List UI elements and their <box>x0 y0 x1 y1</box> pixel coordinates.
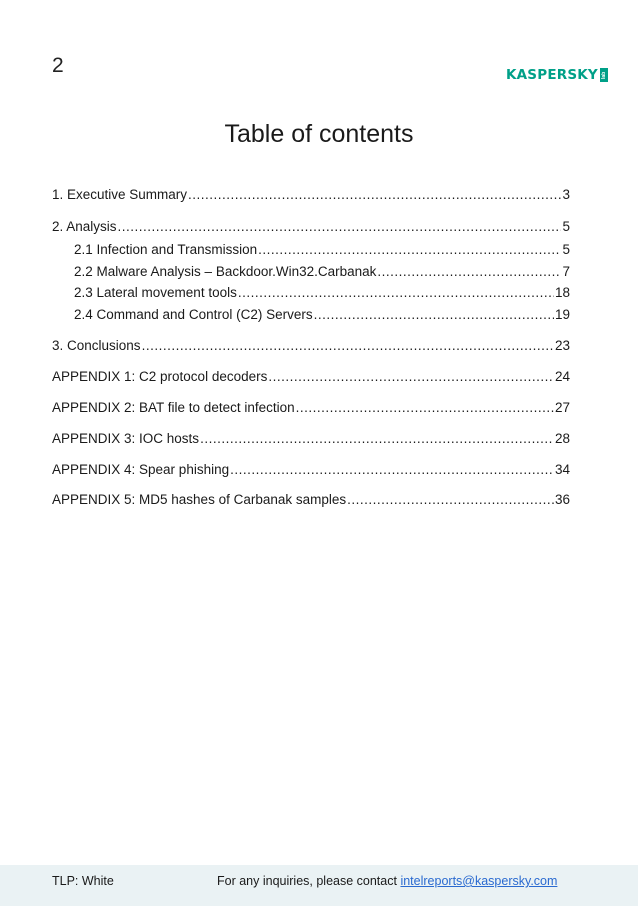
toc-entry-appendix-2[interactable] <box>52 399 570 417</box>
logo-lab-tag: lab <box>600 68 608 82</box>
toc-entry-page: 19 <box>554 307 570 322</box>
toc-entry-label: 2.4 Command and Control (C2) Servers <box>74 307 313 322</box>
toc-entry-label: APPENDIX 4: Spear phishing <box>52 462 230 477</box>
toc-entry-c2-servers[interactable] <box>74 306 570 324</box>
page-number: 2 <box>52 54 64 77</box>
toc-entry-page: 24 <box>554 369 570 384</box>
toc-leader-dots <box>258 241 561 259</box>
toc-entry-page: 3 <box>562 187 570 202</box>
toc-entry-appendix-4[interactable] <box>52 461 570 479</box>
toc-entry-label: 2.2 Malware Analysis – Backdoor.Win32.Carbanak <box>74 264 377 279</box>
toc-leader-dots <box>118 218 562 236</box>
tlp-label: TLP: White <box>52 874 114 888</box>
toc-leader-dots <box>142 337 554 355</box>
toc-entry-page: 27 <box>554 400 570 415</box>
toc-entry-label: 3. Conclusions <box>52 338 141 353</box>
toc-entry-page: 5 <box>562 219 570 234</box>
toc-title: Table of contents <box>224 120 414 148</box>
page-footer <box>0 865 638 906</box>
toc-entry-label: APPENDIX 5: MD5 hashes of Carbanak samples <box>52 492 347 507</box>
toc-entry-analysis[interactable] <box>52 218 570 236</box>
toc-entry-label: 2.1 Infection and Transmission <box>74 242 258 257</box>
toc-entry-label: 1. Executive Summary <box>52 187 188 202</box>
contact-text: For any inquiries, please contact <box>217 874 397 888</box>
toc-leader-dots <box>347 491 554 509</box>
toc-leader-dots <box>268 368 554 386</box>
toc-entry-page: 28 <box>554 431 570 446</box>
toc-entry-label: 2.3 Lateral movement tools <box>74 285 237 300</box>
toc-leader-dots <box>230 461 554 479</box>
toc-entry-appendix-1[interactable] <box>52 368 570 386</box>
toc-entry-page: 34 <box>554 462 570 477</box>
toc-entry-executive-summary[interactable] <box>52 186 570 204</box>
contact-email-link[interactable]: intelreports@kaspersky.com <box>400 874 558 888</box>
toc-entry-page: 36 <box>554 492 570 507</box>
toc-leader-dots <box>238 284 554 302</box>
toc-leader-dots <box>200 430 554 448</box>
toc-entry-label: APPENDIX 3: IOC hosts <box>52 431 200 446</box>
toc-entry-appendix-3[interactable] <box>52 430 570 448</box>
toc-entry-page: 7 <box>562 264 570 279</box>
toc-entry-conclusions[interactable] <box>52 337 570 355</box>
toc-entry-malware-analysis[interactable] <box>74 263 570 281</box>
toc-leader-dots <box>314 306 554 324</box>
toc-entry-appendix-5[interactable] <box>52 491 570 509</box>
toc-entry-label: 2. Analysis <box>52 219 117 234</box>
toc-entry-page: 23 <box>554 338 570 353</box>
toc-entry-page: 18 <box>554 285 570 300</box>
logo-wordmark: KASPERSKY <box>506 67 598 83</box>
toc-leader-dots <box>377 263 561 281</box>
toc-entry-label: APPENDIX 1: C2 protocol decoders <box>52 369 268 384</box>
contact-line <box>217 874 557 888</box>
kaspersky-logo <box>506 64 608 86</box>
toc-leader-dots <box>188 186 561 204</box>
toc-entry-infection-transmission[interactable] <box>74 241 570 259</box>
toc-entry-page: 5 <box>562 242 570 257</box>
toc-leader-dots <box>296 399 554 417</box>
toc-entry-lateral-movement[interactable] <box>74 284 570 302</box>
toc-entry-label: APPENDIX 2: BAT file to detect infection <box>52 400 295 415</box>
